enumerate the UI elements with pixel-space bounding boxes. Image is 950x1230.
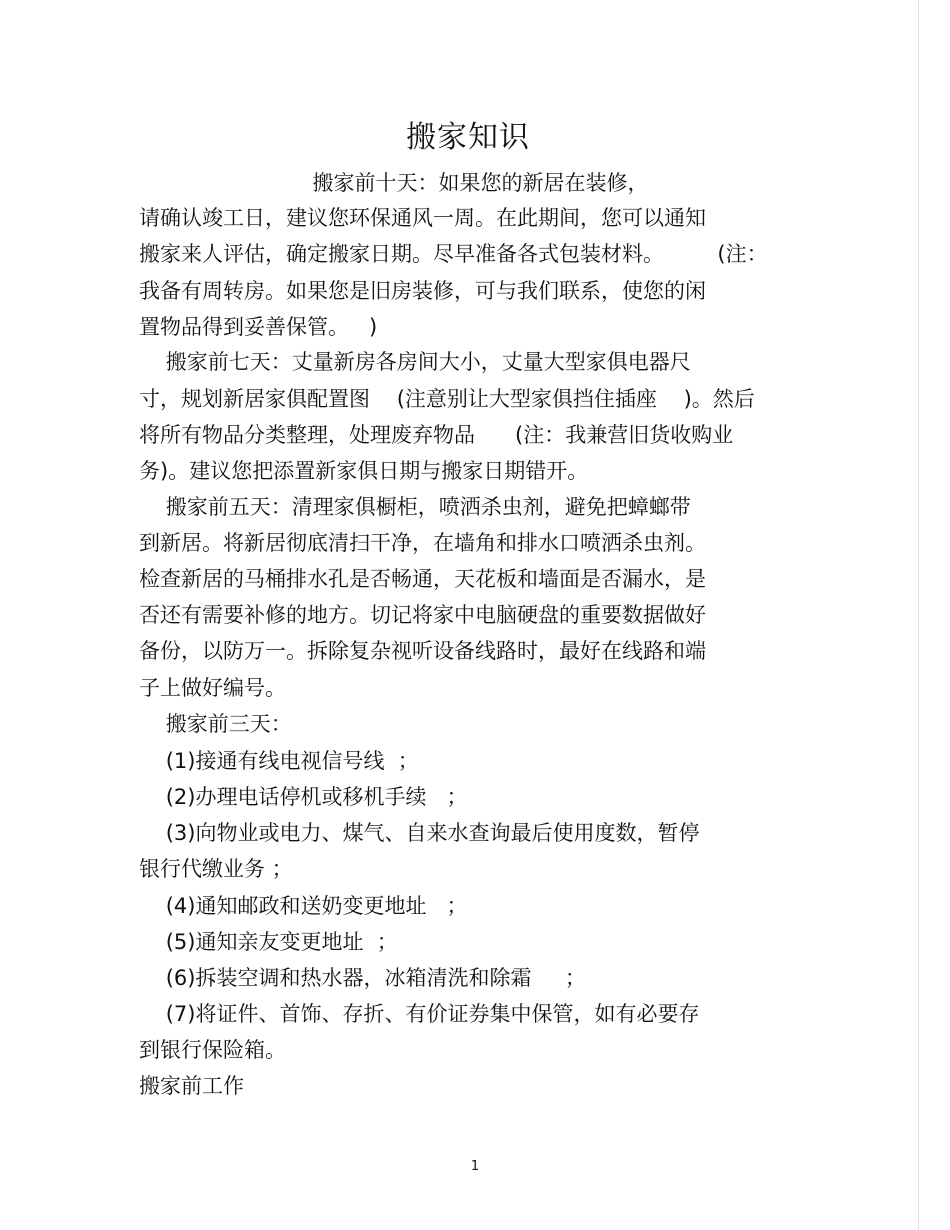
body-line: 到银行保险箱。	[139, 1038, 286, 1062]
body-line: (7)将证件、首饰、存折、有价证券集中保管，如有必要存	[139, 1002, 700, 1026]
body-line: (2)办理电话停机或移机手续 ；	[139, 785, 468, 809]
body-line: 否还有需要补修的地方。切记将家中电脑硬盘的重要数据做好	[139, 603, 706, 627]
body-line: 备份，以防万一。拆除复杂视听设备线路时，最好在线路和端	[139, 639, 706, 663]
body-line: 寸，规划新居家俱配置图 (注意别让大型家俱挡住插座 )。然后	[139, 387, 755, 411]
body-line: 银行代缴业务 ；	[139, 857, 293, 881]
body-line: 请确认竣工日，建议您环保通风一周。在此期间，您可以通知	[139, 206, 706, 230]
body-line: 搬家前七天：丈量新房各房间大小，丈量大型家俱电器尺	[139, 350, 691, 374]
body-line: 将所有物品分类整理，处理废弃物品 (注：我兼营旧货收购业	[139, 423, 734, 447]
body-line: (1)接通有线电视信号线 ；	[139, 749, 419, 773]
body-line: 搬家前十天：如果您的新居在装修，	[139, 171, 649, 195]
document-title: 搬家知识	[406, 120, 530, 155]
body-line: 置物品得到妥善保管。 )	[139, 315, 378, 339]
body-line: 搬家来人评估，确定搬家日期。尽早准备各式包装材料。 (注：	[139, 242, 768, 266]
page-edge-divider	[918, 0, 919, 1230]
body-line: 我备有周转房。如果您是旧房装修，可与我们联系，使您的闲	[139, 279, 706, 303]
body-line: 到新居。将新居彻底清扫干净，在墙角和排水口喷洒杀虫剂。	[139, 531, 706, 555]
body-line: (6)拆装空调和热水器，冰箱清洗和除霜 ；	[139, 966, 586, 990]
body-line: 子上做好编号。	[139, 676, 286, 700]
body-line: 检查新居的马桶排水孔是否畅通，天花板和墙面是否漏水，是	[139, 567, 706, 591]
body-line: 搬家前五天：清理家俱橱柜，喷洒杀虫剂，避免把蟑螂带	[139, 495, 691, 519]
body-line: 务)。建议您把添置新家俱日期与搬家日期错开。	[139, 459, 589, 483]
body-line: 搬家前工作	[139, 1074, 244, 1098]
body-line: 搬家前三天：	[139, 712, 292, 736]
body-line: (4)通知邮政和送奶变更地址 ；	[139, 894, 468, 918]
body-line: (5)通知亲友变更地址 ；	[139, 930, 398, 954]
body-line: (3)向物业或电力、煤气、自来水查询最后使用度数，暂停	[139, 821, 700, 845]
page-number: 1	[470, 1159, 480, 1174]
